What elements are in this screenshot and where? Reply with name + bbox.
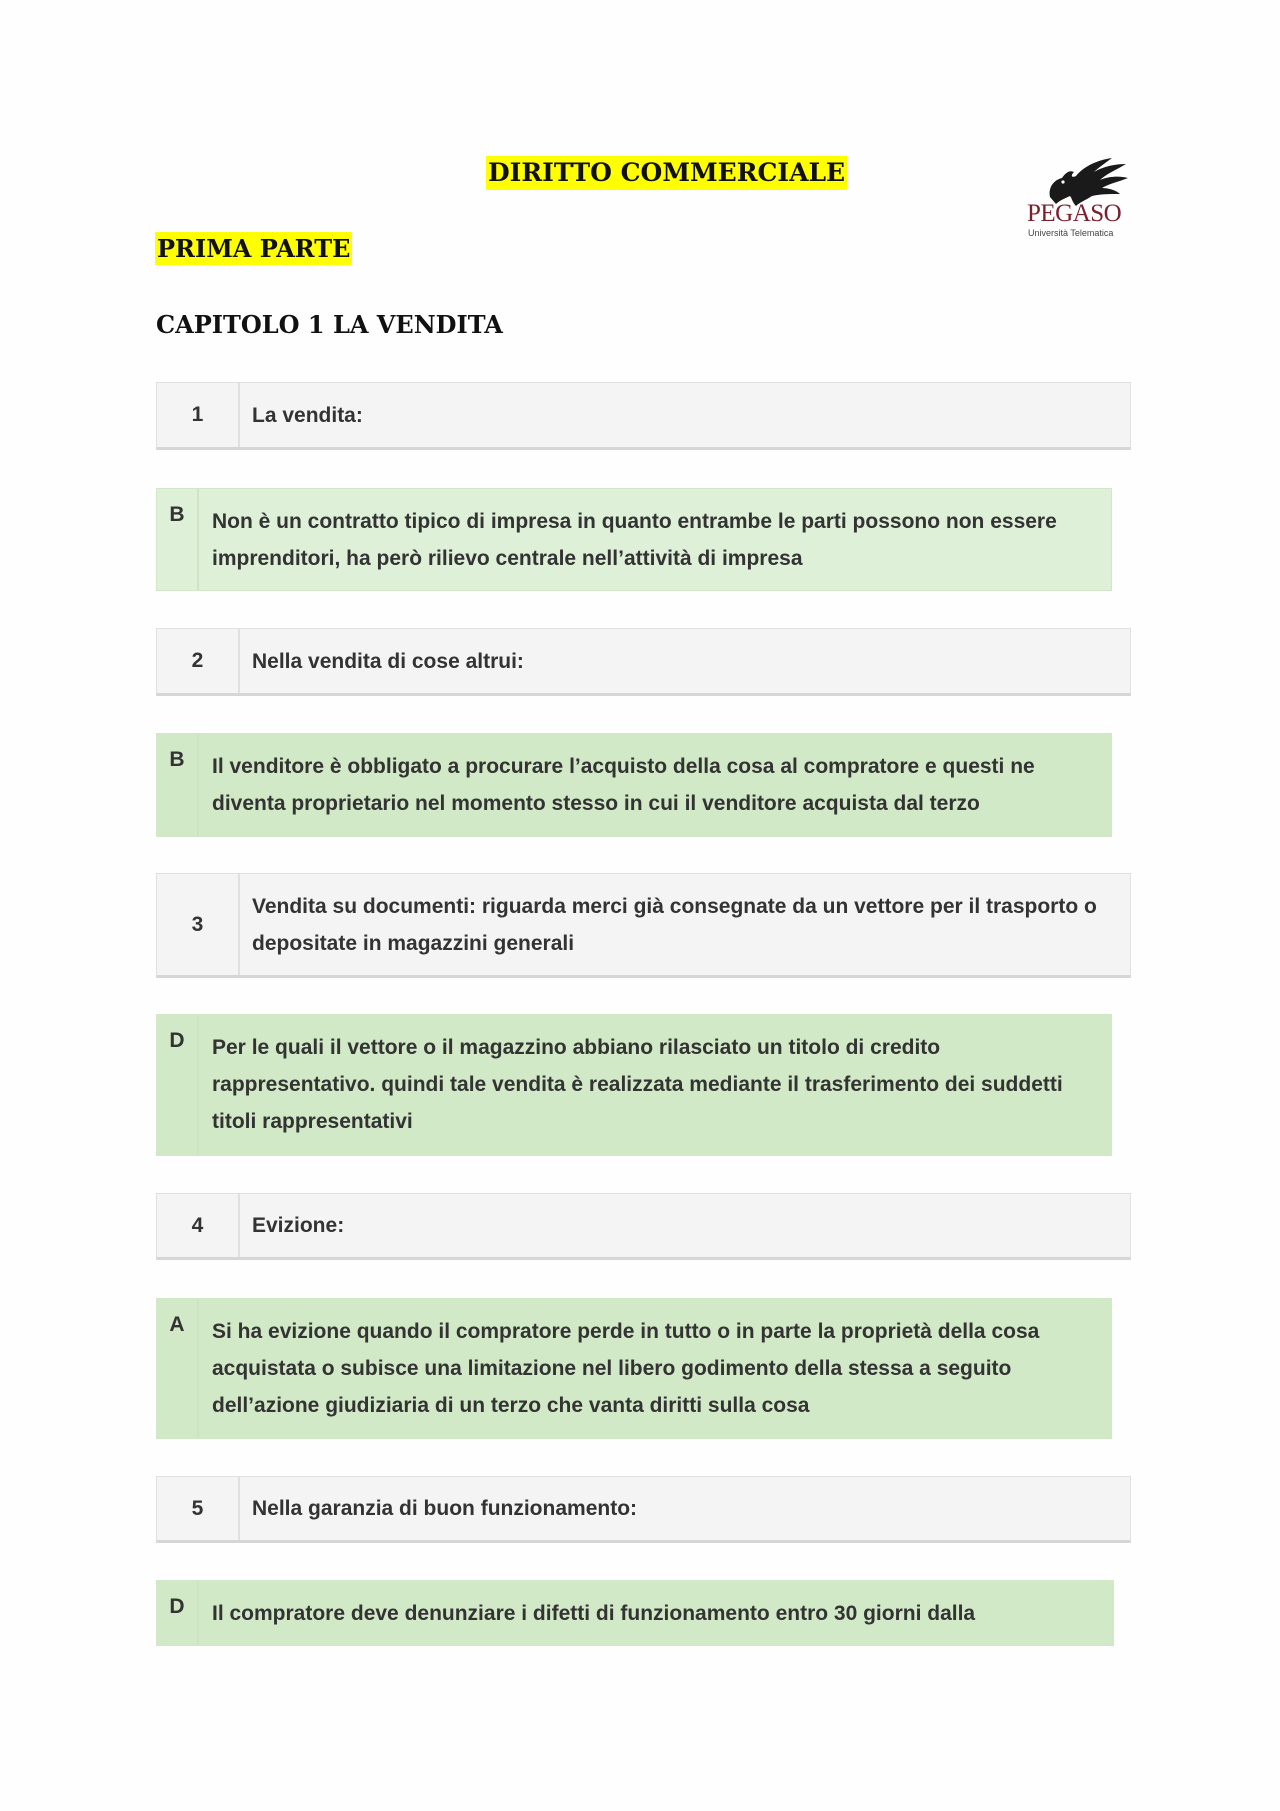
question-row [156, 628, 1131, 696]
answer-text: Non è un contratto tipico di impresa in quanto entrambe le parti possono non essere imprenditori, ha però rilievo centrale nell’attività di impresa [212, 510, 1057, 570]
answer-letter: B [157, 489, 199, 590]
answer-text: Si ha evizione quando il compratore perde in tutto o in parte la proprietà della cosa acquistata o subisce una limitazione nel libero godimento della stessa a seguito dell’azione giudiziaria di un terzo che vanta diritti sulla cosa [212, 1320, 1040, 1417]
answer-row [156, 1298, 1112, 1439]
answer-row [156, 1014, 1112, 1156]
answer-row [156, 488, 1112, 591]
answer-row [156, 1580, 1114, 1646]
question-number: 2 [157, 629, 240, 693]
question-text: La vendita: [252, 403, 363, 427]
question-text: Nella garanzia di buon funzionamento: [252, 1497, 638, 1520]
chapter-heading: CAPITOLO 1 LA VENDITA [156, 310, 503, 339]
logo-subtitle: Università Telematica [1028, 228, 1114, 238]
question-number: 3 [157, 874, 240, 975]
answer-letter: B [157, 734, 199, 836]
question-row [156, 873, 1131, 978]
question-text: Vendita su documenti: riguarda merci già consegnate da un vettore per il trasporto o depositate in magazzini generali [252, 894, 1097, 955]
question-text: Nella vendita di cose altrui: [252, 649, 524, 673]
answer-letter: D [157, 1581, 199, 1645]
answer-letter: A [157, 1299, 199, 1438]
question-row [156, 1476, 1131, 1543]
answer-text: Il compratore deve denunziare i difetti di funzionamento entro 30 giorni dalla [212, 1602, 976, 1625]
question-row [156, 1193, 1131, 1260]
document-title: DIRITTO COMMERCIALE [486, 156, 847, 190]
answer-letter: D [157, 1015, 199, 1155]
logo-name: PEGASO [1027, 200, 1122, 227]
question-row [156, 382, 1131, 450]
question-number: 1 [157, 383, 240, 447]
question-number: 4 [157, 1194, 240, 1257]
answer-text: Il venditore è obbligato a procurare l’acquisto della cosa al compratore e questi ne diventa proprietario nel momento stesso in cui il venditore acquista dal terzo [212, 755, 1035, 815]
part-heading: PRIMA PARTE [157, 234, 351, 263]
question-number: 5 [157, 1477, 240, 1540]
answer-text: Per le quali il vettore o il magazzino abbiano rilasciato un titolo di credito rappresentativo. quindi tale vendita è realizzata mediante il trasferimento dei suddetti titoli rappresentativi [212, 1036, 1063, 1133]
question-text: Evizione: [252, 1214, 345, 1237]
answer-row [156, 733, 1112, 837]
